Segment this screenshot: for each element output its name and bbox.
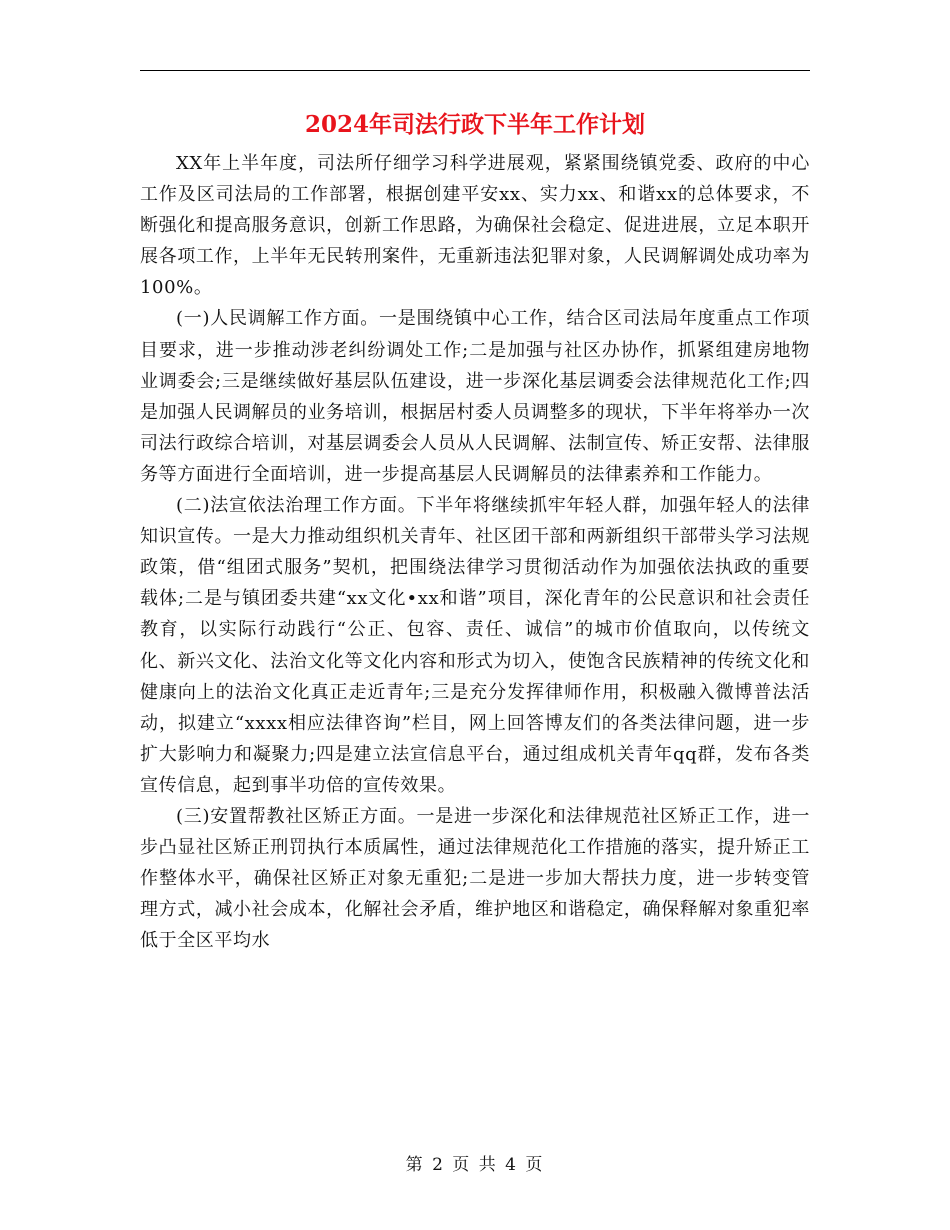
header-rule — [140, 70, 810, 71]
paragraph-mediation: (一)人民调解工作方面。一是围绕镇中心工作，结合区司法局年度重点工作项目要求，进一步推动涉老纠纷调处工作;二是加强与社区办协作，抓紧组建房地物业调委会;三是继续做好基层队伍建设，进一步深化基层调委会法律规范化工作;四是加强人民调解员的业务培训，根据居村委人员调整多的现状，下半年将举办一次司法行政综合培训，对基层调委会人员从人民调解、法制宣传、矫正安帮、法律服务等方面进行全面培训，进一步提高基层人民调解员的法律素养和工作能力。 — [140, 308, 810, 485]
document-body — [140, 148, 810, 956]
paragraph-community-correction: (三)安置帮教社区矫正方面。一是进一步深化和法律规范社区矫正工作，进一步凸显社区矫正刑罚执行本质属性，通过法律规范化工作措施的落实，提升矫正工作整体水平，确保社区矫正对象无重犯;二是进一步加大帮扶力度，进一步转变管理方式，减小社会成本，化解社会矛盾，维护地区和谐稳定，确保释解对象重犯率低于全区平均水 — [140, 805, 810, 952]
page-number-footer: 第 2 页 共 4 页 — [405, 1155, 545, 1175]
paragraph-legal-publicity: (二)法宣依法治理工作方面。下半年将继续抓牢年轻人群，加强年轻人的法律知识宣传。一是大力推动组织机关青年、社区团干部和两新组织干部带头学习法规政策，借“组团式服务”契机，把围绕法律学习贯彻活动作为加强依法执政的重要载体;二是与镇团委共建“xx文化•xx和谐”项目，深化青年的公民意识和社会责任教育，以实际行动践行“公正、包容、责任、诚信”的城市价值取向，以传统文化、新兴文化、法治文化等文化内容和形式为切入，使饱含民族精神的传统文化和健康向上的法治文化真正走近青年;三是充分发挥律师作用，积极融入微博普法活动，拟建立“xxxx相应法律咨询”栏目，网上回答博友们的各类法律问题，进一步扩大影响力和凝聚力;四是建立法宣信息平台，通过组成机关青年qq群，发布各类宣传信息，起到事半功倍的宣传效果。 — [140, 495, 810, 796]
paragraph-intro: XX年上半年度，司法所仔细学习科学进展观，紧紧围绕镇党委、政府的中心工作及区司法局的工作部署，根据创建平安xx、实力xx、和谐xx的总体要求，不断强化和提高服务意识，创新工作思路，为确保社会稳定、促进进展，立足本职开展各项工作，上半年无民转刑案件，无重新违法犯罪对象，人民调解调处成功率为100%。 — [140, 153, 810, 299]
document-title: 2024年司法行政下半年工作计划 — [304, 111, 645, 138]
